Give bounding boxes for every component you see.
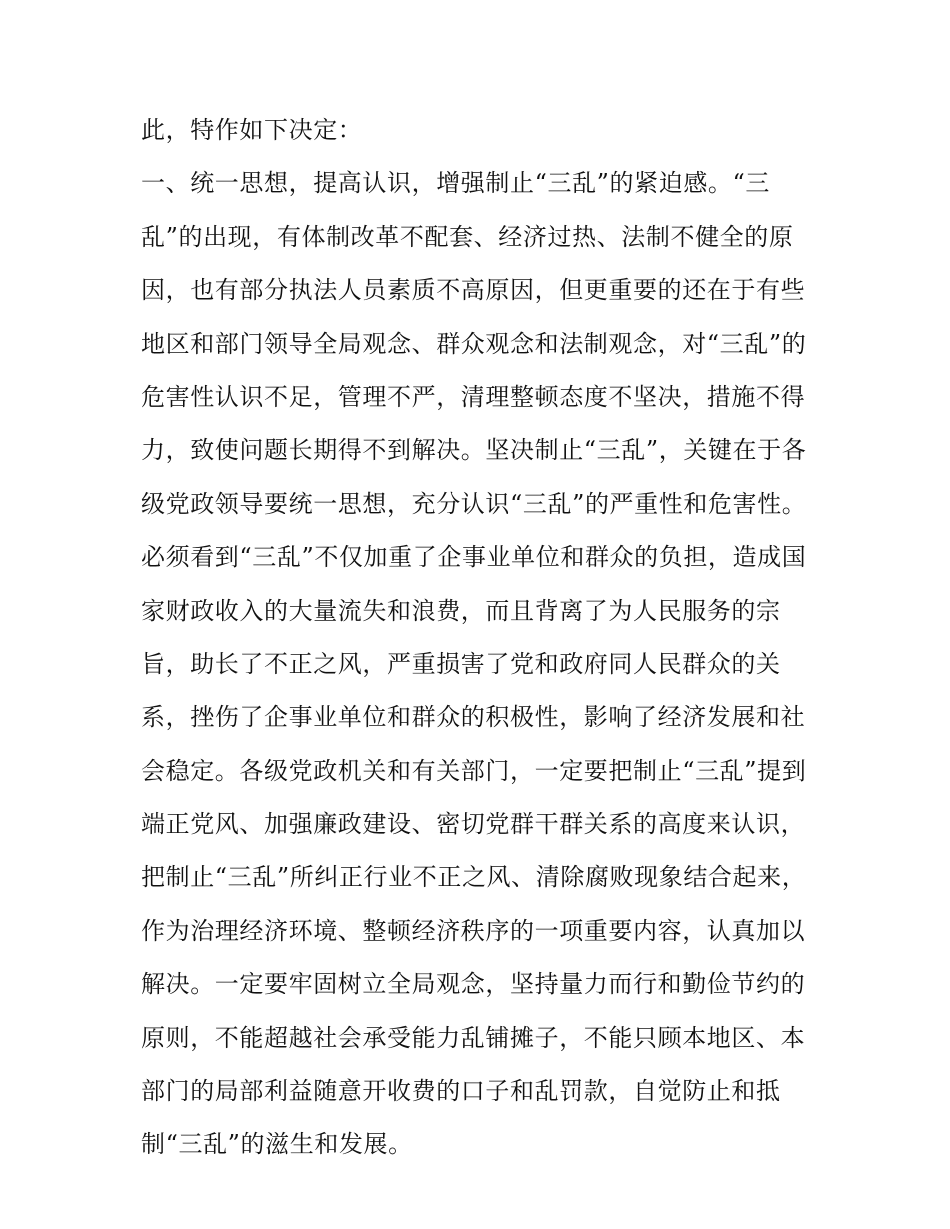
text-line: 原则，不能超越社会承受能力乱铺摊子，不能只顾本地区、本 — [141, 1023, 806, 1052]
text-line: 一、统一思想，提高认识，增强制止“三乱”的紧迫感。“三 — [141, 169, 771, 198]
text-line: 旨，助长了不正之风，严重损害了党和政府同人民群众的关 — [141, 649, 781, 678]
text-line: 此，特作如下决定： — [141, 116, 363, 144]
text-line: 制“三乱”的滋生和发展。 — [141, 1130, 413, 1159]
text-line: 部门的局部利益随意开收费的口子和乱罚款，自觉防止和抵 — [141, 1077, 781, 1106]
text-line: 乱”的出现，有体制改革不配套、经济过热、法制不健全的原 — [141, 222, 794, 251]
text-line: 级党政领导要统一思想，充分认识“三乱”的严重性和危害性。 — [141, 489, 807, 518]
text-line: 作为治理经济环境、整顿经济秩序的一项重要内容，认真加以 — [141, 916, 806, 945]
text-line: 系，挫伤了企事业单位和群众的积极性，影响了经济发展和社 — [141, 703, 806, 732]
text-line: 危害性认识不足，管理不严，清理整顿态度不坚决，措施不得 — [141, 382, 806, 411]
text-line: 家财政收入的大量流失和浪费，而且背离了为人民服务的宗 — [141, 596, 781, 625]
text-line: 力，致使问题长期得不到解决。坚决制止“三乱”，关键在于各 — [141, 436, 807, 465]
body-text — [141, 104, 841, 1172]
text-line: 把制止“三乱”所纠正行业不正之风、清除腐败现象结合起来， — [141, 863, 807, 892]
text-line: 解决。一定要牢固树立全局观念，坚持量力而行和勤俭节约的 — [141, 970, 806, 999]
text-line: 地区和部门领导全局观念、群众观念和法制观念，对“三乱”的 — [141, 329, 807, 358]
text-line: 会稳定。各级党政机关和有关部门，一定要把制止“三乱”提到 — [141, 756, 807, 785]
text-line: 必须看到“三乱”不仅加重了企事业单位和群众的负担，造成国 — [141, 543, 807, 572]
text-line: 端正党风、加强廉政建设、密切党群干群关系的高度来认识， — [141, 810, 806, 839]
text-line: 因，也有部分执法人员素质不高原因，但更重要的还在于有些 — [141, 276, 806, 305]
